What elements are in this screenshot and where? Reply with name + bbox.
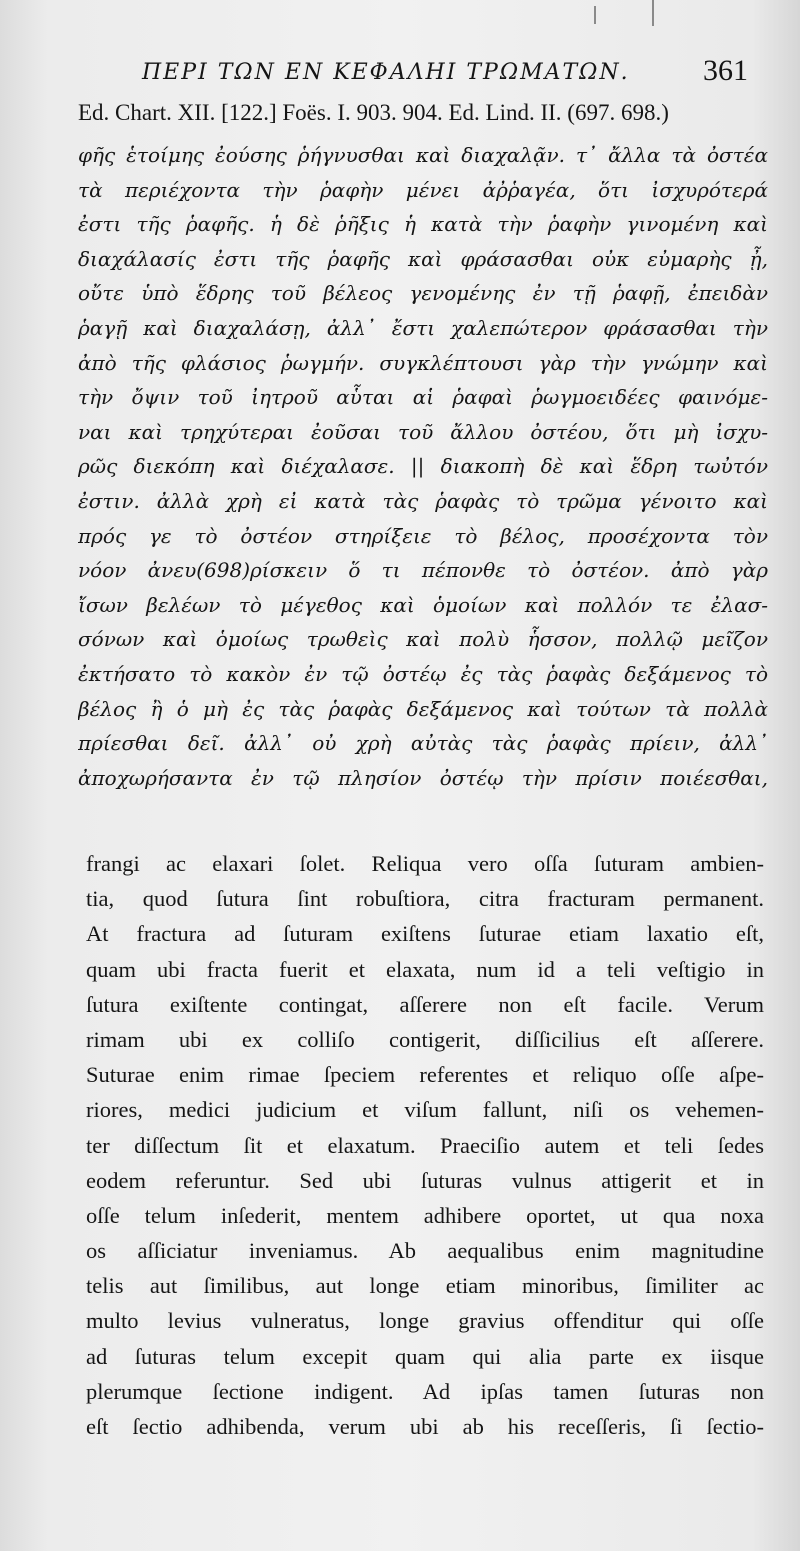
latin-text-line: telis aut ſimilibus, aut longe etiam minoribus, ſimiliter ac <box>86 1273 764 1299</box>
page-header <box>120 52 760 92</box>
greek-text-line: ἐκτήσατο τὸ κακὸν ἐν τῷ ὀστέῳ ἐς τὰς ῥαφὰς δεξάμενος τὸ <box>78 661 768 686</box>
greek-text-line: τὴν ὄψιν τοῦ ἰητροῦ αὗται αἱ ῥαφαὶ ῥωγμοειδέες φαινόμε- <box>78 385 768 410</box>
greek-text-block <box>78 138 768 795</box>
latin-text-line: plerumque ſectione indigent. Ad ipſas tamen ſuturas non <box>86 1378 764 1404</box>
greek-text-line: ἐστιν. ἀλλὰ χρὴ εἰ κατὰ τὰς ῥαφὰς τὸ τρῶμα γένοιτο καὶ <box>78 488 768 513</box>
latin-text-line: multo levius vulneratus, longe gravius offenditur qui oſſe <box>86 1308 764 1334</box>
latin-text-line: rimam ubi ex colliſo contigerit, diſſicilius eſt aſſerere. <box>86 1026 764 1052</box>
greek-text-line: βέλος ἢ ὁ μὴ ἐς τὰς ῥαφὰς δεξάμενος καὶ τούτων τὰ πολλὰ <box>78 696 768 721</box>
latin-text-line: tia, quod ſutura ſint robuſtiora, citra fracturam permanent. <box>86 886 764 912</box>
greek-text-line: ῥαγῇ καὶ διαχαλάσῃ, ἀλλ᾿ ἔστι χαλεπώτερον φράσασθαι τὴν <box>78 315 768 340</box>
latin-text-line: ad ſuturas telum excepit quam qui alia parte ex iisque <box>86 1343 764 1369</box>
greek-text-line: οὔτε ὑπὸ ἕδρης τοῦ βέλεος γενομένης ἐν τῇ ῥαφῇ, ἐπειδὰν <box>78 281 768 306</box>
latin-text-line: ſutura exiſtente contingat, aſſerere non eſt facile. Verum <box>86 991 764 1017</box>
page-number: 361 <box>703 54 748 87</box>
latin-text-line: eodem referuntur. Sed ubi ſuturas vulnus attigerit et in <box>86 1167 764 1193</box>
greek-text-line: ρῶς διεκόπη καὶ διέχαλασε. || διακοπὴ δὲ καὶ ἕδρη τωὐτόν <box>78 454 768 479</box>
latin-text-line: frangi ac elaxari ſolet. Reliqua vero oſſa ſuturam ambien- <box>86 851 764 876</box>
greek-text-line: σόνων καὶ ὁμοίως τρωθεὶς καὶ πολὺ ἧσσον, πολλῷ μεῖζον <box>78 627 768 652</box>
latin-text-line: ter diſſectum ſit et elaxatum. Praeciſio autem et teli ſedes <box>86 1132 764 1158</box>
running-head: ΠΕΡΙ ΤΩΝ ΕΝ ΚΕΦΑΛΗΙ ΤΡΩΜΑΤΩΝ. <box>142 60 630 85</box>
latin-text-line: riores, medici judicium et viſum fallunt, niſi os vehemen- <box>86 1097 764 1123</box>
latin-text-line: At fractura ad ſuturam exiſtens ſuturae etiam laxatio eſt, <box>86 921 764 947</box>
latin-text-line: Suturae enim rimae ſpeciem referentes et reliquo oſſe aſpe- <box>86 1062 764 1088</box>
greek-text-line: ναι καὶ τρηχύτεραι ἐοῦσαι τοῦ ἄλλου ὀστέου, ὅτι μὴ ἰσχυ- <box>78 419 768 444</box>
greek-text-line: πρός γε τὸ ὀστέον στηρίξειε τὸ βέλος, προσέχοντα τὸν <box>78 523 768 548</box>
latin-translation-block <box>86 846 764 1444</box>
greek-text-line: διαχάλασίς ἐστι τῆς ῥαφῆς καὶ φράσασθαι οὐκ εὐμαρὴς ᾖ, <box>78 246 768 271</box>
latin-text-line: eſt ſectio adhibenda, verum ubi ab his receſſeris, ſi ſectio- <box>86 1414 764 1439</box>
greek-text-line: ἐστι τῆς ῥαφῆς. ἡ δὲ ῥῆξις ἡ κατὰ τὴν ῥαφὴν γινομένη καὶ <box>78 212 768 237</box>
greek-text-line: φῆς ἑτοίμης ἐούσης ῥήγνυσθαι καὶ διαχαλᾷν. τ᾿ ἄλλα τὰ ὀστέα <box>78 143 768 167</box>
greek-text-line: ἀπὸ τῆς φλάσιος ῥωγμήν. συγκλέπτουσι γὰρ τὴν γνώμην καὶ <box>78 350 768 375</box>
greek-text-line: νόον ἀνευ(698)ρίσκειν ὅ τι πέπονθε τὸ ὀστέον. ἀπὸ γὰρ <box>78 558 768 583</box>
latin-text-line: oſſe telum inſederit, mentem adhibere oportet, ut qua noxa <box>86 1202 764 1228</box>
latin-text-line: os aſſiciatur inveniamus. Ab aequalibus enim magnitudine <box>86 1238 764 1264</box>
page-fold-mark <box>652 0 654 26</box>
page-fold-mark <box>594 6 596 24</box>
latin-text-line: quam ubi fracta fuerit et elaxata, num id a teli veſtigio in <box>86 956 764 982</box>
edition-reference-line: Ed. Chart. XII. [122.] Foës. I. 903. 904. Ed. Lind. II. (697. 698.) <box>78 100 669 125</box>
greek-text-line: ἴσων βελέων τὸ μέγεθος καὶ ὁμοίων καὶ πολλόν τε ἐλασ- <box>78 592 768 617</box>
greek-text-line: τὰ περιέχοντα τὴν ῥαφὴν μένει ἀῤῥαγέα, ὅτι ἰσχυρότερά <box>78 177 768 202</box>
greek-text-line: πρίεσθαι δεῖ. ἀλλ᾿ οὐ χρὴ αὐτὰς τὰς ῥαφὰς πρίειν, ἀλλ᾿ <box>78 731 768 756</box>
greek-text-line: ἀποχωρήσαντα ἐν τῷ πλησίον ὀστέῳ τὴν πρίσιν ποιέεσθαι, <box>78 765 768 790</box>
